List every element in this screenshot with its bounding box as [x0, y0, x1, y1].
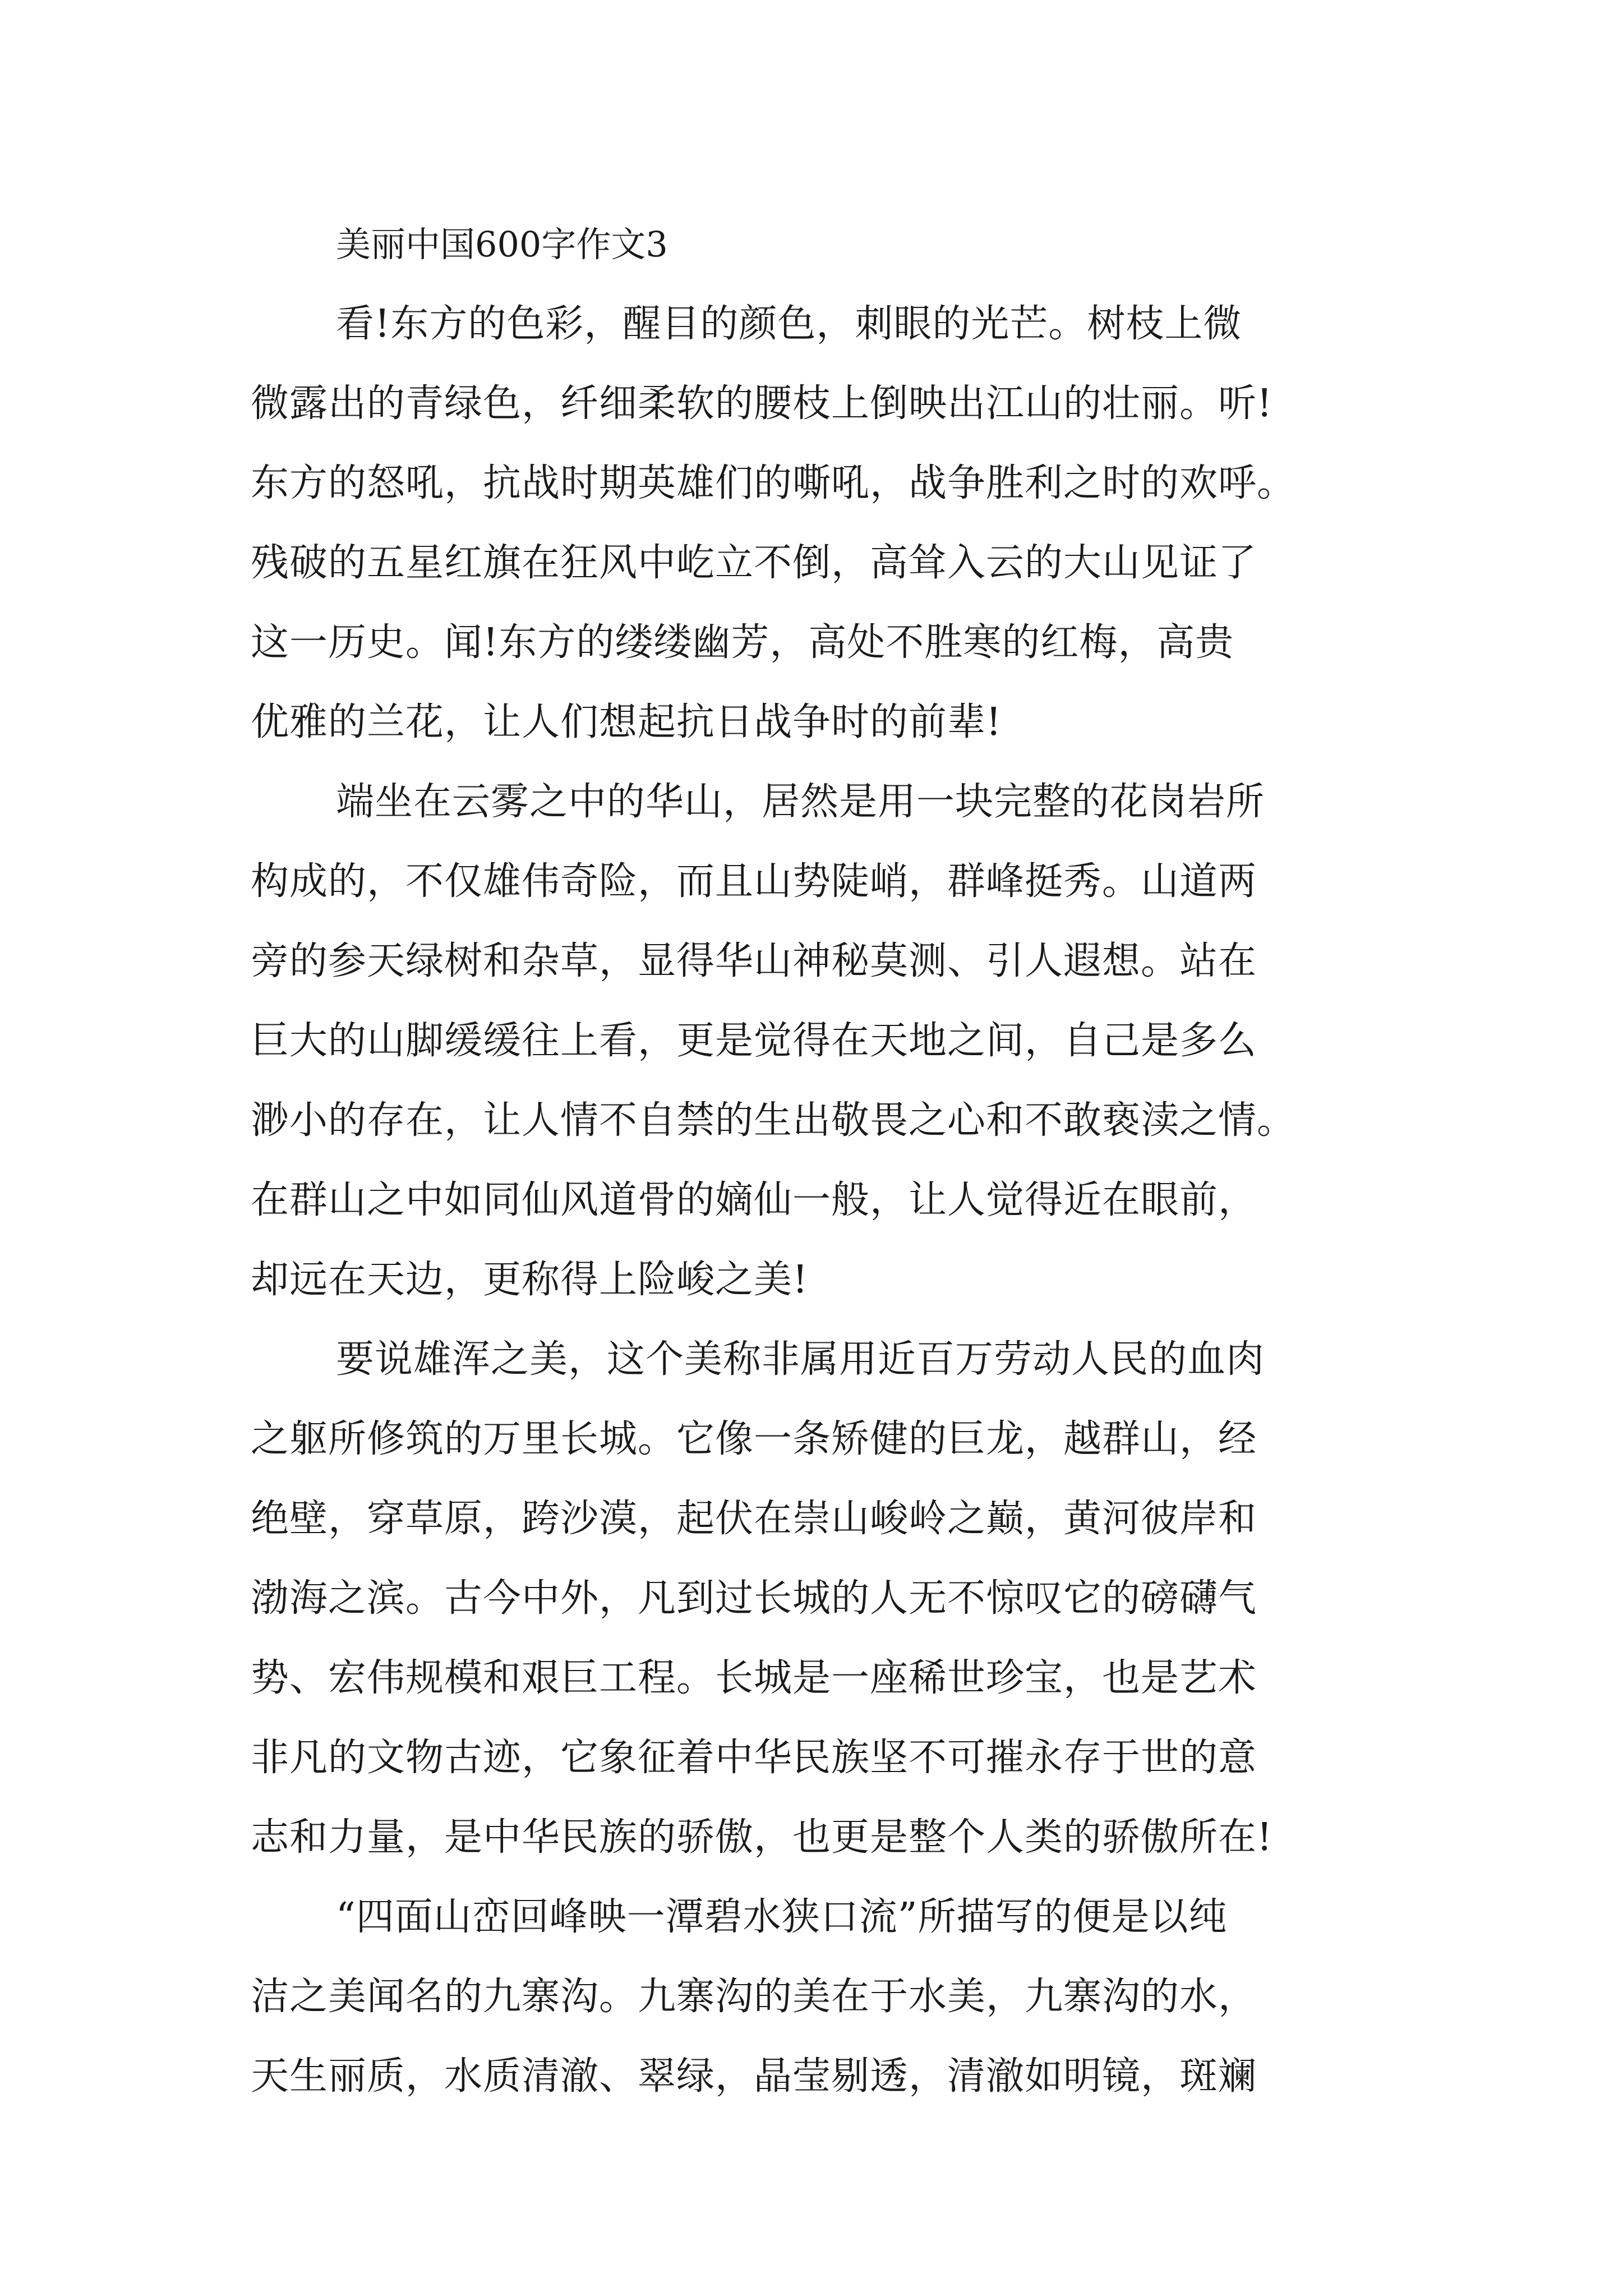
- essay-title: 美丽中国600字作文3: [336, 224, 668, 265]
- text-line: 端坐在云雾之中的华山，居然是用一块完整的花岗岩所: [336, 780, 1265, 824]
- text-line: 残破的五星红旗在狂风中屹立不倒，高耸入云的大山见证了: [251, 541, 1257, 585]
- text-line: 微露出的青绿色，纤细柔软的腰枝上倒映出江山的壮丽。听!: [251, 381, 1273, 426]
- text-line: 却远在天边，更称得上险峻之美!: [251, 1258, 809, 1302]
- essay-body: [251, 205, 1378, 2116]
- text-line: 看!东方的色彩，醒目的颜色，刺眼的光芒。树枝上微: [336, 302, 1242, 346]
- text-line: 这一历史。闻!东方的缕缕幽芳，高处不胜寒的红梅，高贵: [251, 620, 1234, 665]
- text-line: 构成的，不仅雄伟奇险，而且山势陡峭，群峰挺秀。山道两: [251, 859, 1257, 904]
- text-line: 要说雄浑之美，这个美称非属用近百万劳动人民的血肉: [336, 1337, 1265, 1382]
- text-line: 旁的参天绿树和杂草，显得华山神秘莫测、引人遐想。站在: [251, 939, 1257, 983]
- text-line: 优雅的兰花，让人们想起抗日战争时的前辈!: [251, 700, 1002, 744]
- text-line: 天生丽质，水质清澈、翠绿，晶莹剔透，清澈如明镜，斑斓: [251, 2054, 1257, 2099]
- text-line: 势、宏伟规模和艰巨工程。长城是一座稀世珍宝，也是艺术: [251, 1656, 1257, 1700]
- text-line: 巨大的山脚缓缓往上看，更是觉得在天地之间，自己是多么: [251, 1019, 1257, 1063]
- text-line: 洁之美闻名的九寨沟。九寨沟的美在于水美，九寨沟的水，: [251, 1975, 1257, 2019]
- essay-lines: [251, 284, 1378, 2116]
- text-line: 志和力量，是中华民族的骄傲，也更是整个人类的骄傲所在!: [251, 1815, 1273, 1860]
- text-line: 渺小的存在，让人情不自禁的生出敬畏之心和不敢亵渎之情。: [251, 1098, 1296, 1143]
- text-line: 绝壁，穿草原，跨沙漠，起伏在崇山峻岭之巅，黄河彼岸和: [251, 1497, 1257, 1541]
- text-line: 非凡的文物古迹，它象征着中华民族坚不可摧永存于世的意: [251, 1736, 1257, 1780]
- text-line: 在群山之中如同仙风道骨的嫡仙一般，让人觉得近在眼前，: [251, 1178, 1257, 1222]
- text-line: “四面山峦回峰映一潭碧水狭口流”所描写的便是以纯: [336, 1895, 1228, 1939]
- text-line: 渤海之滨。古今中外，凡到过长城的人无不惊叹它的磅礴气: [251, 1576, 1257, 1621]
- text-line: 之躯所修筑的万里长城。它像一条矫健的巨龙，越群山，经: [251, 1417, 1257, 1461]
- text-line: 东方的怒吼，抗战时期英雄们的嘶吼，战争胜利之时的欢呼。: [251, 461, 1296, 505]
